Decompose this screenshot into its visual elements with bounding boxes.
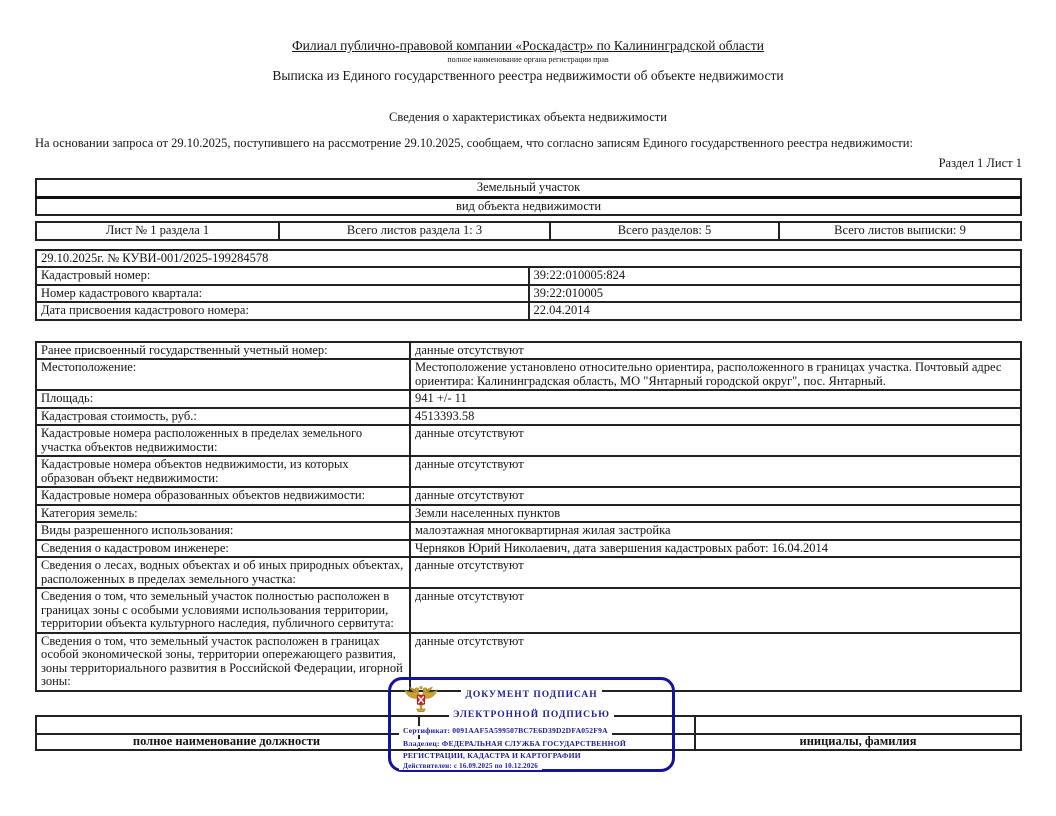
row-value: Местоположение установлено относительно ориентира, расположенного в границах участка. Почтовый адрес ориентира: Калининградская область, МО "Янтарный городской округ", пос. Янтарный. <box>410 359 1021 390</box>
section-sheets-total-cell: Всего листов раздела 1: 3 <box>279 222 550 240</box>
e-signature-stamp <box>388 677 675 772</box>
document-title: Выписка из Единого государственного реестра недвижимости об объекте недвижимости <box>272 68 784 83</box>
row-label: Сведения о том, что земельный участок полностью расположен в границах зоны с особыми условиями использования территории, территории объекта культурного наследия, публичного сервитута: <box>36 588 410 633</box>
sheet-info-table <box>35 221 1022 241</box>
table-row <box>36 540 1021 558</box>
row-value: данные отсутствуют <box>410 342 1021 360</box>
table-row <box>36 359 1021 390</box>
row-label: Кадастровые номера образованных объектов недвижимости: <box>36 487 410 505</box>
row-label: Кадастровый номер: <box>36 267 529 285</box>
row-value: 22.04.2014 <box>529 302 1022 320</box>
table-row <box>36 390 1021 408</box>
row-label: Кадастровая стоимость, руб.: <box>36 408 410 426</box>
position-caption: полное наименование должности <box>132 734 321 748</box>
table-row <box>36 267 1021 285</box>
object-type-caption: вид объекта недвижимости <box>36 197 1021 215</box>
row-label: Виды разрешенного использования: <box>36 522 410 540</box>
extract-sheets-total-cell: Всего листов выписки: 9 <box>779 222 1021 240</box>
stamp-certificate: Сертификат: 0091AAF5A599507BC7E6D39D2DFA052F9A <box>399 725 612 736</box>
table-row <box>36 456 1021 487</box>
stamp-owner-line2: РЕГИСТРАЦИИ, КАДАСТРА И КАРТОГРАФИИ <box>399 750 585 761</box>
row-value: данные отсутствуют <box>410 487 1021 505</box>
row-value: данные отсутствуют <box>410 557 1021 588</box>
row-label: Площадь: <box>36 390 410 408</box>
row-label: Сведения о том, что земельный участок расположен в границах особой экономической зоны, территории опережающего развития, зоны территориального развития в Российской Федерации, игорной зоны: <box>36 633 410 691</box>
row-value: Земли населенных пунктов <box>410 505 1021 523</box>
table-row <box>36 302 1021 320</box>
registration-authority-name: Филиал публично-правовой компании «Роскадастр» по Калининградской области <box>292 38 764 53</box>
row-label: Кадастровые номера расположенных в пределах земельного участка объектов недвижимости: <box>36 425 410 456</box>
row-value: малоэтажная многоквартирная жилая застройка <box>410 522 1021 540</box>
row-label: Ранее присвоенный государственный учетный номер: <box>36 342 410 360</box>
cadastral-number-table <box>35 249 1022 321</box>
table-row <box>36 487 1021 505</box>
section-title: Сведения о характеристиках объекта недвижимости <box>389 110 667 124</box>
row-label: Номер кадастрового квартала: <box>36 285 529 303</box>
table-row <box>36 425 1021 456</box>
row-label: Местоположение: <box>36 359 410 390</box>
table-row <box>36 505 1021 523</box>
row-value: Черняков Юрий Николаевич, дата завершения кадастровых работ: 16.04.2014 <box>410 540 1021 558</box>
stamp-title-line1: ДОКУМЕНТ ПОДПИСАН <box>391 689 672 701</box>
row-value: данные отсутствуют <box>410 633 1021 691</box>
table-row <box>36 342 1021 360</box>
table-row <box>36 588 1021 633</box>
table-row <box>36 408 1021 426</box>
table-row <box>36 522 1021 540</box>
request-basis-line: На основании запроса от 29.10.2025, поступившего на рассмотрение 29.10.2025, сообщаем, что согласно записям Единого государственного реестра недвижимости: <box>35 136 913 150</box>
characteristics-table <box>35 341 1022 692</box>
sheet-number-cell: Лист № 1 раздела 1 <box>36 222 279 240</box>
row-label: Сведения о лесах, водных объектах и об иных природных объектах, расположенных в пределах земельного участка: <box>36 557 410 588</box>
row-value: данные отсутствуют <box>410 588 1021 633</box>
stamp-validity: Действителен: с 16.09.2025 по 10.12.2026 <box>399 761 542 772</box>
stamp-owner-line1: Владелец: ФЕДЕРАЛЬНАЯ СЛУЖБА ГОСУДАРСТВЕННОЙ <box>399 738 630 749</box>
row-value: 39:22:010005:824 <box>529 267 1022 285</box>
row-value: 4513393.58 <box>410 408 1021 426</box>
table-row <box>36 285 1021 303</box>
row-label: Дата присвоения кадастрового номера: <box>36 302 529 320</box>
request-number-cell: 29.10.2025г. № КУВИ-001/2025-199284578 <box>36 250 1021 268</box>
row-label: Кадастровые номера объектов недвижимости, из которых образован объект недвижимости: <box>36 456 410 487</box>
row-value: 941 +/- 11 <box>410 390 1021 408</box>
name-caption: инициалы, фамилия <box>799 734 917 748</box>
row-label: Сведения о кадастровом инженере: <box>36 540 410 558</box>
row-value: данные отсутствуют <box>410 456 1021 487</box>
stamp-title-line2: ЭЛЕКТРОННОЙ ПОДПИСЬЮ <box>391 709 672 721</box>
table-row <box>36 557 1021 588</box>
object-type-value: Земельный участок <box>36 179 1021 197</box>
row-label: Категория земель: <box>36 505 410 523</box>
section-sheet-label: Раздел 1 Лист 1 <box>938 156 1022 170</box>
row-value: данные отсутствуют <box>410 425 1021 456</box>
sections-total-cell: Всего разделов: 5 <box>550 222 779 240</box>
registration-authority-caption: полное наименование органа регистрации прав <box>447 55 609 64</box>
object-type-table <box>35 178 1022 216</box>
row-value: 39:22:010005 <box>529 285 1022 303</box>
